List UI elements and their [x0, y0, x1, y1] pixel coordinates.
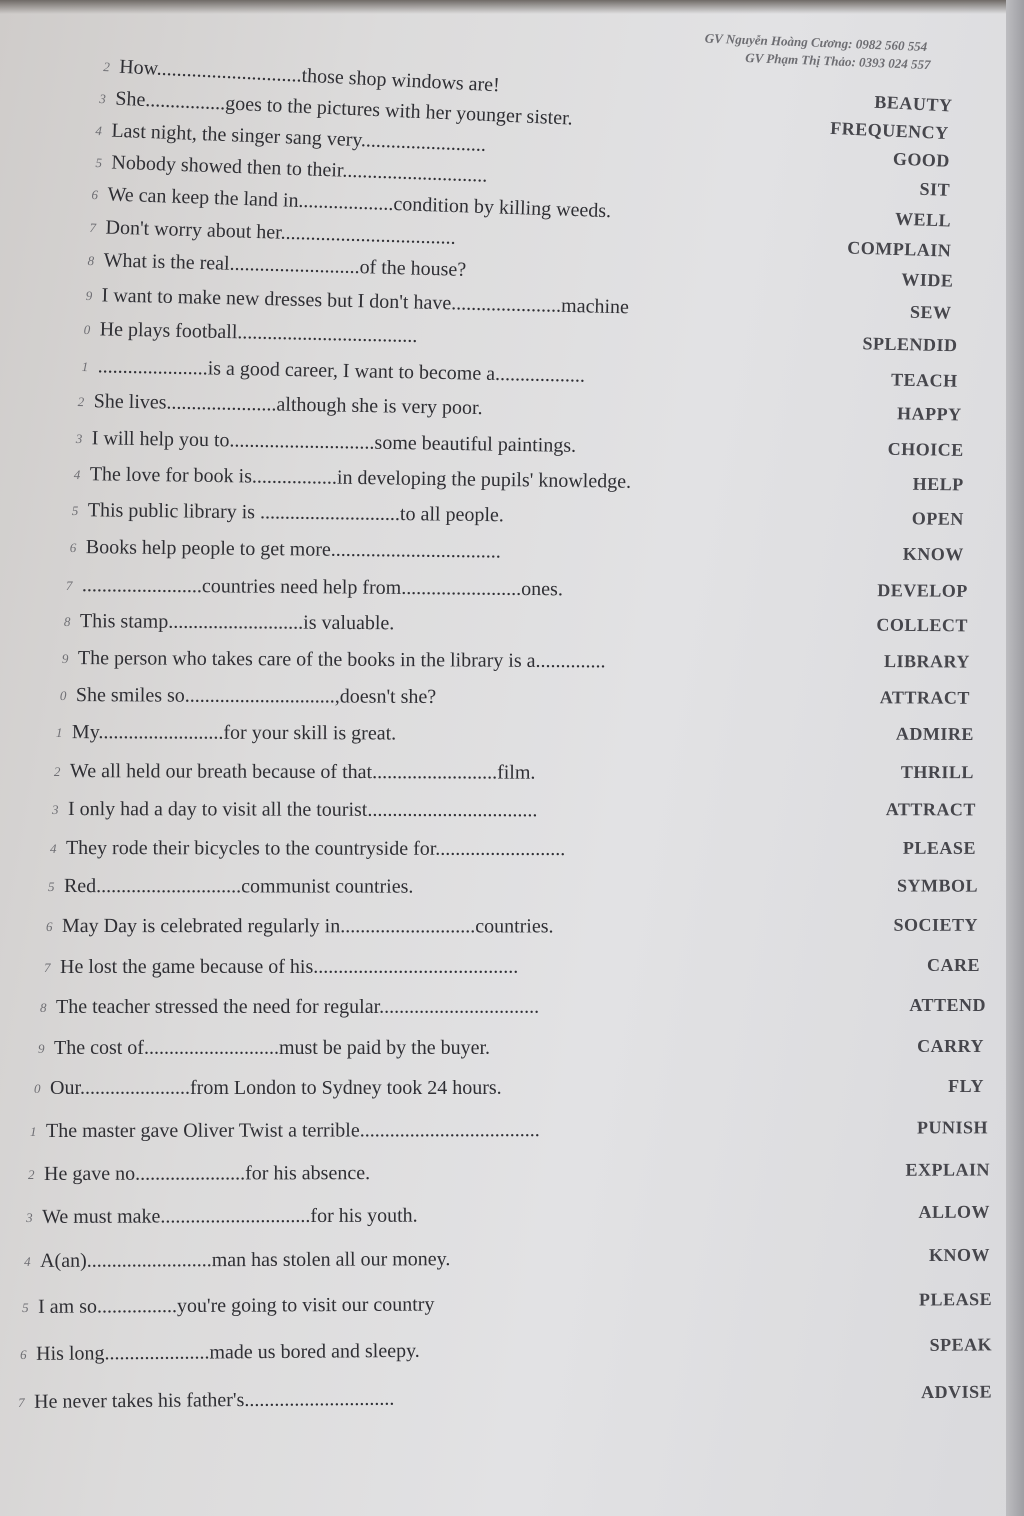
exercise-row [70, 533, 964, 572]
exercise-text: This stamp...........................is valuable. [79, 610, 395, 635]
exercise-sentence [76, 424, 577, 461]
root-word: ATTRACT [885, 799, 976, 820]
root-word: SYMBOL [896, 875, 978, 896]
root-word: CARE [926, 955, 980, 975]
exercise-number: 7 [89, 220, 97, 236]
exercise-text: We can keep the land in...................condition by killing weeds. [107, 183, 612, 223]
exercise-number: 3 [26, 1210, 33, 1226]
exercise-number: 5 [95, 155, 103, 171]
exercise-number: 6 [69, 540, 77, 556]
exercise-sentence [44, 953, 518, 982]
exercise-text: Our......................from London to Sydney took 24 hours. [50, 1077, 502, 1099]
exercise-number: 1 [81, 359, 89, 375]
exercise-number: 4 [24, 1254, 31, 1270]
exercise-sentence [64, 607, 395, 639]
exercise-text: This public library is ............................to all people. [87, 499, 504, 527]
exercise-row [46, 912, 978, 943]
root-word: PLEASE [918, 1289, 993, 1310]
exercise-sentence [81, 352, 585, 391]
exercise-number: 8 [87, 253, 95, 269]
exercise-number: 5 [71, 503, 79, 519]
root-word: FLY [948, 1076, 984, 1096]
exercise-sentence [38, 1034, 490, 1063]
exercise-row [74, 460, 964, 502]
root-word: COMPLAIN [847, 237, 952, 261]
exercise-text: His long.....................made us bored and sleepy. [36, 1339, 420, 1365]
root-word: HELP [912, 473, 964, 495]
exercise-text: A(an).........................man has stolen all our money. [40, 1248, 451, 1272]
exercise-sentence [54, 757, 536, 788]
root-word: CHOICE [887, 438, 964, 460]
root-word: SPEAK [929, 1334, 993, 1355]
exercise-text: My.........................for your skill is great. [71, 721, 397, 745]
exercise-sentence [66, 571, 563, 605]
exercise-sentence [70, 533, 501, 567]
exercise-sentence [26, 1202, 418, 1233]
exercise-text: I am so................you're going to visit our country [38, 1293, 435, 1318]
exercise-number: 7 [18, 1395, 25, 1411]
exercise-row [64, 607, 968, 643]
root-word: SOCIETY [893, 914, 978, 935]
exercise-text: The teacher stressed the need for regular................................ [56, 996, 540, 1018]
root-word: PLEASE [902, 837, 976, 858]
exercise-row [38, 1034, 984, 1064]
exercise-sentence [52, 795, 537, 826]
exercise-row [72, 496, 964, 537]
exercise-sentence [56, 718, 396, 749]
exercise-sentence [46, 912, 554, 942]
root-word: HAPPY [896, 403, 962, 425]
exercise-number: 2 [28, 1167, 35, 1183]
root-word: ATTEND [909, 995, 986, 1015]
root-word: EXPLAIN [905, 1159, 991, 1180]
exercise-number: 2 [102, 59, 111, 75]
exercise-sentence [60, 681, 436, 712]
root-word: SPLENDID [862, 333, 958, 356]
exercise-row [48, 872, 978, 904]
exercise-text: She................goes to the pictures with her younger sister. [114, 87, 574, 130]
exercise-sentence [48, 872, 413, 902]
exercise-row [44, 953, 980, 983]
exercise-text: Nobody showed then to their............................. [111, 151, 488, 187]
root-word: KNOW [928, 1244, 991, 1266]
exercise-number: 0 [34, 1081, 41, 1097]
exercise-sentence [50, 834, 565, 864]
exercise-sentence [77, 387, 482, 423]
exercise-row [54, 757, 974, 790]
root-word: SEW [909, 301, 952, 323]
root-word: LIBRARY [883, 651, 970, 672]
exercise-sentence [40, 993, 539, 1022]
exercise-text: She lives......................although she is very poor. [93, 390, 483, 420]
exercise-text: The love for book is.................in developing the pupils' knowledge. [89, 463, 632, 493]
exercise-text: Red.............................communist countries. [63, 875, 414, 898]
root-word: COLLECT [876, 614, 968, 636]
exercise-number: 5 [47, 879, 55, 895]
exercise-row [60, 681, 970, 716]
root-word: WIDE [901, 269, 954, 291]
exercise-text: He plays football.................................... [99, 318, 418, 347]
exercise-number: 1 [30, 1124, 37, 1140]
root-word: KNOW [902, 543, 964, 565]
exercise-text: Books help people to get more.................................. [85, 536, 501, 563]
exercise-text: May Day is celebrated regularly in...........................countries. [61, 915, 554, 938]
exercise-number: 5 [22, 1300, 29, 1316]
exercise-number: 9 [61, 651, 69, 667]
exercise-text: The cost of...........................must be paid by the buyer. [54, 1037, 491, 1059]
exercise-number: 8 [63, 614, 71, 630]
exercise-sentence [74, 460, 632, 497]
exercise-text: I want to make new dresses but I don't have......................machine [101, 284, 630, 319]
exercise-sentence [62, 644, 606, 677]
root-word: TEACH [890, 369, 958, 391]
exercise-number: 0 [83, 322, 91, 338]
exercise-number: 4 [49, 841, 57, 857]
exercise-row [26, 1200, 990, 1233]
exercise-text: They rode their bicycles to the countryside for.......................... [65, 837, 566, 861]
exercise-sentence [34, 1074, 502, 1103]
exercise-number: 1 [55, 725, 63, 741]
exercise-number: 6 [45, 919, 53, 935]
exercise-text: Don't worry about her................................... [105, 216, 456, 249]
exercise-row [66, 571, 968, 609]
exercise-text: She smiles so..............................,doesn't she? [75, 684, 437, 708]
root-word: GOOD [892, 148, 951, 171]
exercise-number: 7 [44, 960, 51, 976]
exercise-number: 6 [20, 1347, 27, 1363]
exercise-text: Last night, the singer sang very......................... [111, 119, 487, 156]
exercise-row [62, 644, 970, 680]
exercise-row [22, 1287, 992, 1323]
exercise-number: 7 [65, 578, 73, 594]
exercise-text: How.............................those shop windows are! [118, 55, 501, 97]
exercise-sentence [28, 1159, 370, 1189]
exercise-row [24, 1243, 990, 1277]
exercise-text: I only had a day to visit all the tourist.................................. [67, 798, 538, 822]
root-word: ALLOW [918, 1201, 991, 1222]
root-word: PUNISH [916, 1117, 989, 1138]
exercise-row [28, 1157, 990, 1190]
exercise-row [40, 993, 986, 1023]
teacher-line-2: GV Phạm Thị Thảo: 0393 024 557 [745, 50, 932, 73]
exercise-sentence [24, 1245, 450, 1276]
exercise-number: 6 [91, 187, 99, 203]
exercise-number: 3 [51, 802, 59, 818]
exercise-row [18, 1380, 992, 1418]
exercise-number: 0 [59, 688, 67, 704]
root-word: WELL [894, 208, 952, 231]
exercise-text: The person who takes care of the books in the library is a.............. [77, 647, 606, 673]
root-word: ATTRACT [879, 687, 970, 708]
exercise-number: 9 [85, 288, 93, 304]
teacher-line-1: GV Nguyễn Hoàng Cương: 0982 560 554 [704, 30, 928, 54]
exercise-text: The master gave Oliver Twist a terrible.................................... [46, 1119, 540, 1142]
exercise-number: 8 [40, 1000, 47, 1016]
exercise-row [34, 1074, 984, 1104]
root-word: SIT [919, 178, 951, 200]
exercise-sentence [72, 496, 504, 531]
exercise-text: What is the real..........................of the house? [103, 249, 467, 281]
root-word: CARRY [917, 1036, 984, 1056]
exercise-sentence [83, 315, 417, 351]
exercise-text: We all held our breath because of that.........................film. [69, 760, 536, 784]
exercise-row [52, 795, 976, 827]
exercise-row [56, 718, 974, 752]
root-word: ADMIRE [895, 723, 974, 745]
exercise-number: 4 [73, 467, 81, 483]
exercise-number: 2 [77, 394, 85, 410]
exercise-number: 2 [53, 764, 61, 780]
root-word: OPEN [911, 508, 964, 529]
exercise-sentence [18, 1385, 394, 1418]
exercise-number: 9 [38, 1041, 45, 1057]
exercise-number: 3 [99, 91, 107, 107]
exercise-text: ......................is a good career, I want to become a.................. [97, 355, 586, 387]
exercise-text: He never takes his father's.............................. [34, 1387, 395, 1413]
root-word: FREQUENCY [829, 117, 950, 144]
exercise-number: 3 [75, 431, 83, 447]
root-word: ADVISE [920, 1381, 993, 1403]
exercise-text: He gave no......................for his absence. [44, 1162, 371, 1185]
exercise-text: We must make..............................for his youth. [42, 1204, 418, 1228]
exercise-row [30, 1115, 988, 1147]
exercise-number: 4 [95, 123, 103, 139]
exercise-row [20, 1332, 992, 1370]
exercise-sentence [20, 1337, 420, 1370]
exercise-text: He lost the game because of his......................................... [60, 956, 519, 978]
root-word: DEVELOP [877, 580, 968, 601]
root-word: BEAUTY [873, 91, 953, 116]
root-word: THRILL [900, 761, 974, 783]
exercise-sentence [30, 1116, 540, 1146]
exercise-sentence [22, 1290, 435, 1322]
exercise-row [50, 834, 976, 866]
exercise-text: ........................countries need help from........................ones. [81, 574, 564, 601]
exercise-text: I will help you to.............................some beautiful paintings. [91, 427, 577, 457]
